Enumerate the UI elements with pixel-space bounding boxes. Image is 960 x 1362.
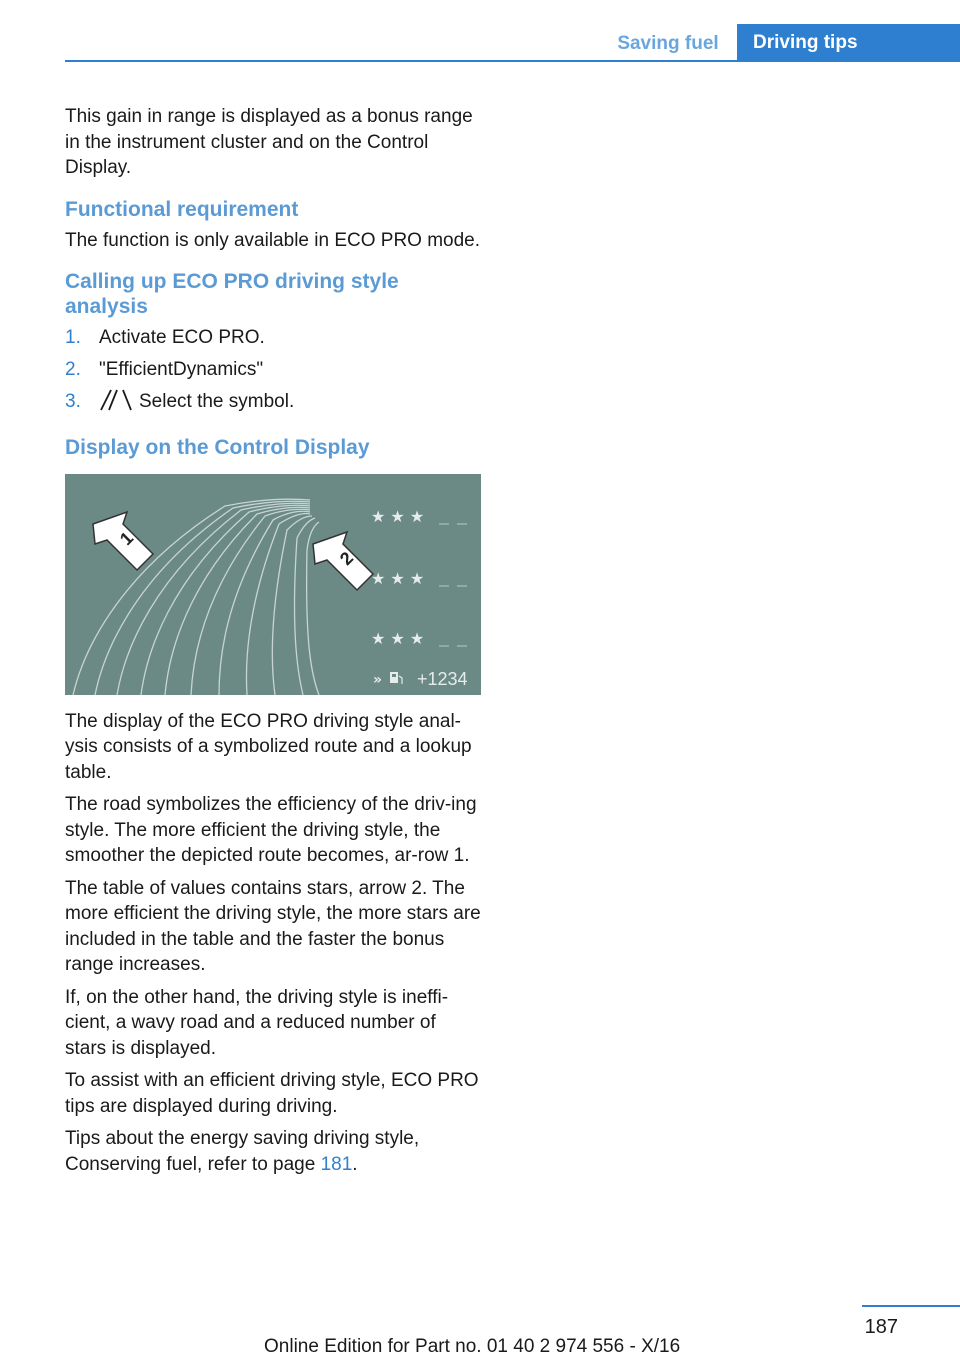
- steps-list: [65, 325, 481, 419]
- step-text: "EfficientDynamics": [99, 359, 264, 380]
- calling-up-heading: Calling up ECO PRO driving style analysis: [65, 270, 399, 318]
- eco-route-icon: [99, 389, 133, 419]
- step-number: 3.: [65, 391, 81, 412]
- step-number: 2.: [65, 359, 81, 380]
- functional-requirement-heading: Functional requirement: [65, 197, 299, 221]
- step-item: [65, 325, 481, 351]
- eco-pro-display-illustration: [65, 474, 481, 695]
- step-number: 1.: [65, 327, 81, 348]
- main-column: [65, 104, 481, 1184]
- functional-requirement-text: The function is only available in ECO PRO mode.: [65, 229, 481, 251]
- body-paragraph: The display of the ECO PRO driving style anal‐ysis consists of a symbolized route and a lookup table.: [65, 710, 472, 783]
- stars-row: ★ ★ ★: [371, 506, 425, 526]
- arrow-2-label: 2: [335, 547, 358, 569]
- step-text: Activate ECO PRO.: [99, 327, 265, 348]
- footer-rule: [862, 1305, 960, 1307]
- body-paragraph: If, on the other hand, the driving style is ineffi‐cient, a wavy road and a reduced number of stars is displayed.: [65, 986, 449, 1059]
- bonus-range-value: +1234: [417, 668, 468, 689]
- page-reference-link[interactable]: 181: [320, 1153, 353, 1175]
- body-paragraph: To assist with an efficient driving style, ECO PRO tips are displayed during driving.: [65, 1070, 479, 1117]
- body-paragraph: The road symbolizes the efficiency of the driv‐ing style. The more efficient the driving style, the smoother the depicted route becomes, ar‐row 1.: [65, 794, 477, 866]
- eco-pro-display-figure: [65, 474, 481, 695]
- step-text: Select the symbol.: [139, 391, 295, 412]
- reference-text: Tips about the energy saving driving style, Conserving fuel, refer to page: [65, 1128, 420, 1175]
- intro-paragraph: This gain in range is displayed as a bonus range in the instrument cluster and on the Control Display.: [65, 106, 473, 178]
- body-paragraph: The table of values contains stars, arrow 2. The more efficient the driving style, the more stars are included in the table and the faster the bonus range increases.: [65, 877, 481, 975]
- header-rule: [65, 60, 960, 62]
- header-section-tab: Saving fuel: [617, 33, 719, 54]
- body-paragraph-reference: [65, 1126, 481, 1177]
- chevron-right-icon: »: [373, 671, 383, 688]
- page-number: 187: [864, 1316, 898, 1338]
- edition-line: Online Edition for Part no. 01 40 2 974 556 - X/16: [264, 1336, 681, 1357]
- step-item: [65, 389, 481, 419]
- stars-row: ★ ★ ★: [371, 628, 425, 648]
- display-heading: Display on the Control Display: [65, 435, 370, 459]
- header-chapter-tab: Driving tips: [737, 24, 960, 62]
- stars-row: ★ ★ ★: [371, 568, 425, 588]
- reference-suffix: .: [352, 1153, 358, 1175]
- arrow-1-label: 1: [115, 527, 138, 549]
- step-item: [65, 357, 481, 383]
